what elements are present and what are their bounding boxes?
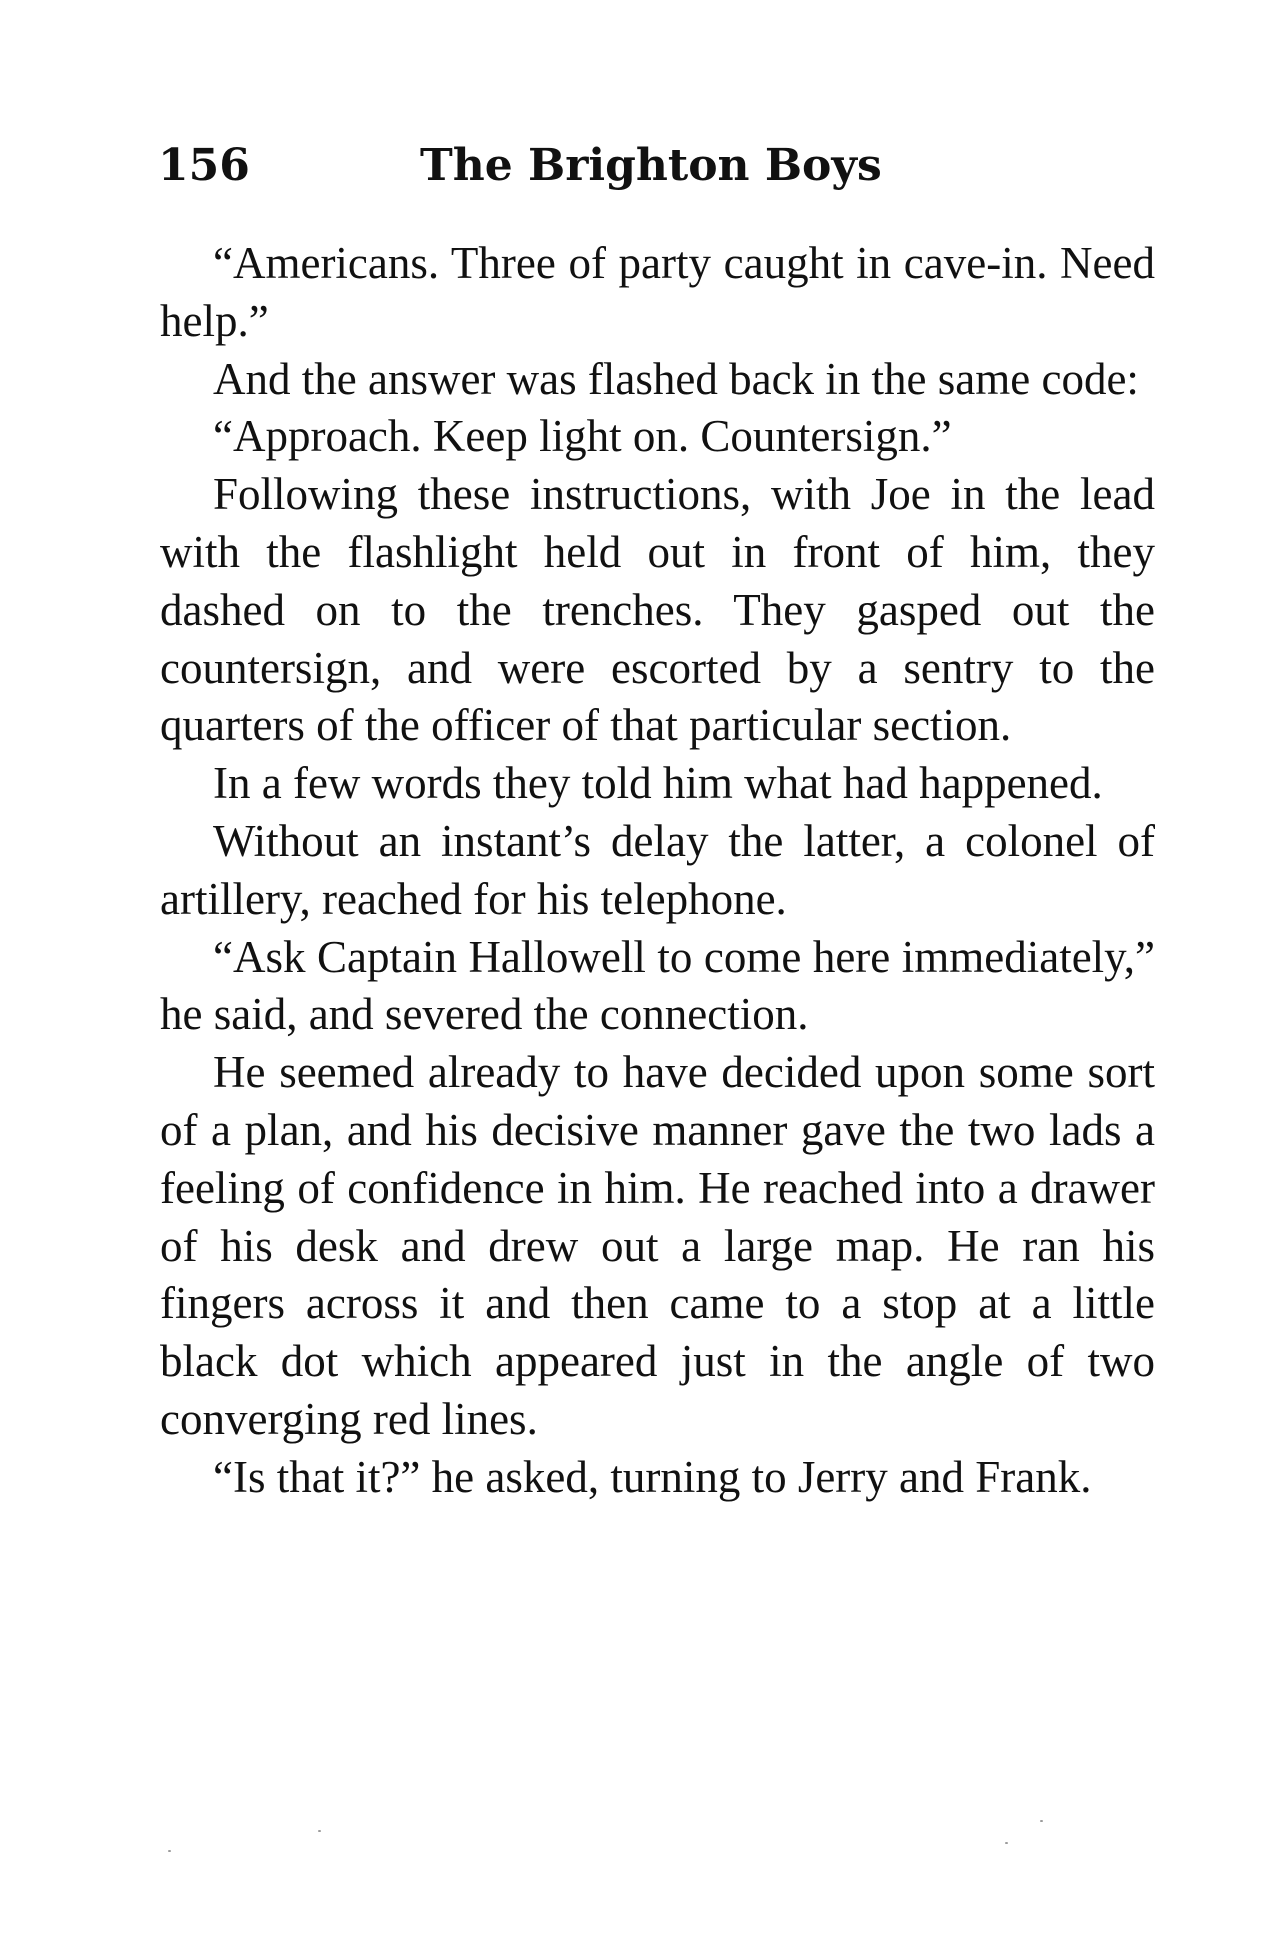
paragraph: And the answer was flashed back in the same code: bbox=[213, 353, 1139, 404]
paragraph: “Ask Captain Hallowell to come here immediately,” he said, and severed the connection. bbox=[160, 931, 1155, 1040]
page-number: 156 bbox=[158, 140, 250, 191]
paper-speck bbox=[1005, 1842, 1008, 1844]
paragraph: “Is that it?” he asked, turning to Jerry and Frank. bbox=[213, 1451, 1092, 1502]
paragraph: He seemed already to have decided upon some sort of a plan, and his decisive manner gave the two lads a feeling of confidence in him. He reached into a drawer of his desk and drew out a large map. He ran his fingers across it and then came to a stop at a little black dot which appeared just in the angle of two converging red lines. bbox=[160, 1047, 1155, 1444]
book-title: The Brighton Boys bbox=[420, 140, 882, 191]
paragraph: “Approach. Keep light on. Countersign.” bbox=[213, 411, 952, 462]
paper-speck bbox=[318, 1830, 321, 1832]
paper-speck bbox=[1040, 1820, 1043, 1822]
paper-speck bbox=[168, 1850, 171, 1852]
paragraph: In a few words they told him what had happened. bbox=[213, 758, 1103, 809]
paragraph: Following these instructions, with Joe in the lead with the flashlight held out in front of him, they dashed on to the trenches. They gasped out the countersign, and were escorted by a sentry to the quarters of the officer of that particular section. bbox=[160, 469, 1155, 751]
paragraph: Without an instant’s delay the latter, a colonel of artillery, reached for his telephone. bbox=[160, 815, 1155, 924]
running-head bbox=[158, 140, 1158, 200]
body-text bbox=[160, 235, 1155, 1507]
paragraph: “Americans. Three of party caught in cave-in. Need help.” bbox=[160, 238, 1155, 346]
